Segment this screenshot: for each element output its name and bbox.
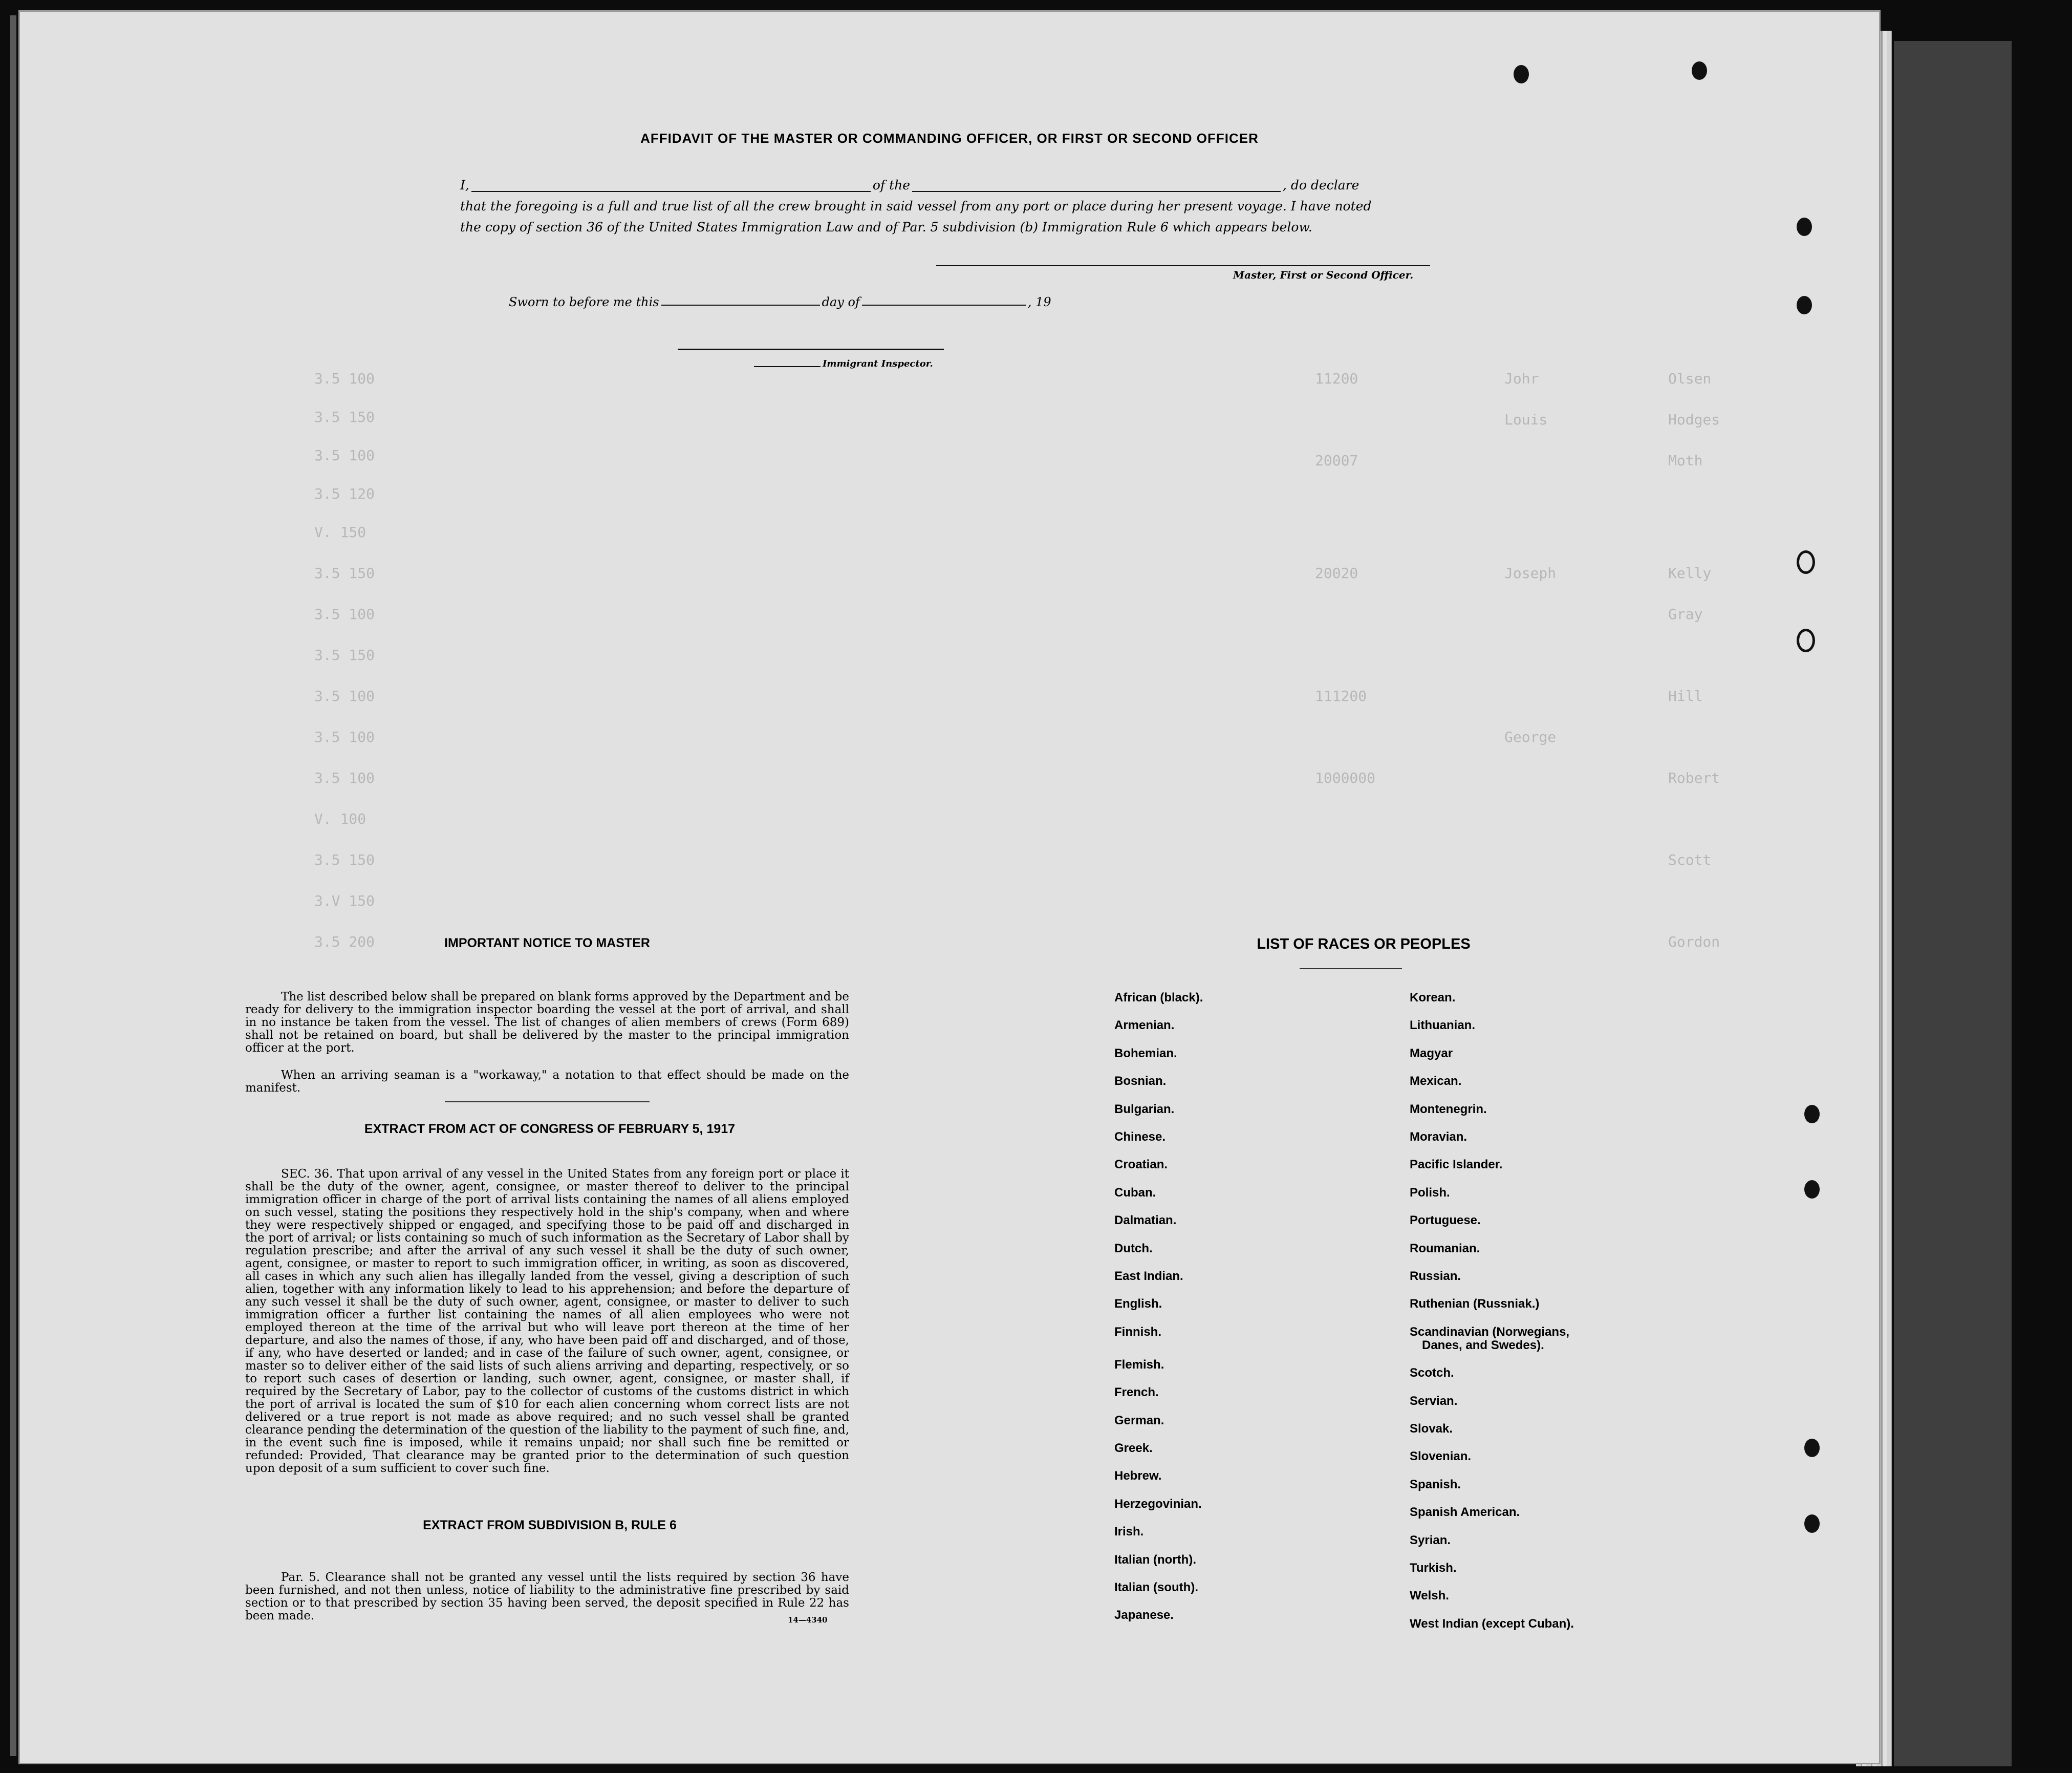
race-item: Italian (south). xyxy=(1114,1580,1198,1594)
race-item: Slovenian. xyxy=(1410,1449,1472,1464)
race-item: Scotch. xyxy=(1410,1366,1454,1380)
race-item: Chinese. xyxy=(1114,1130,1166,1144)
race-item: Lithuanian. xyxy=(1410,1018,1475,1033)
race-item: Welsh. xyxy=(1410,1589,1449,1603)
declarant-prefix: I, xyxy=(460,178,469,193)
race-item: Polish. xyxy=(1410,1185,1450,1200)
race-item: English. xyxy=(1114,1297,1162,1311)
notice-paragraph-2-text: When an arriving seaman is a "workaway," a notation to that effect should be made on the manifest. xyxy=(245,1069,849,1095)
race-item: Finnish. xyxy=(1114,1325,1161,1339)
race-item: Montenegrin. xyxy=(1410,1102,1487,1116)
declaration-line-3: the copy of section 36 of the United States Immigration Law and of Par. 5 subdivision (b) Immigration Rule 6 which appears below. xyxy=(460,220,1312,234)
race-item: Spanish. xyxy=(1410,1477,1461,1491)
declaration-line-1 xyxy=(460,175,1448,196)
race-item: African (black). xyxy=(1114,991,1203,1005)
race-item: Turkish. xyxy=(1410,1561,1457,1575)
race-item: Irish. xyxy=(1114,1525,1144,1539)
race-item: Italian (north). xyxy=(1114,1552,1196,1567)
race-item: Korean. xyxy=(1410,991,1456,1005)
inspector-signature-line xyxy=(678,349,944,350)
notice-paragraph-1-text: The list described below shall be prepared on blank forms approved by the Department and be ready for delivery to the immigration inspector boarding the vessel at the port of arrival, and shall in no instance be taken from the vessel. The list of changes of alien members of crews (Form 689) shall not be retained on board, but shall be delivered by the master to the principal immigration officer at the port. xyxy=(245,990,849,1055)
inspector-label xyxy=(752,358,933,369)
declarant-name-blank xyxy=(471,190,871,192)
race-item: Roumanian. xyxy=(1410,1241,1480,1255)
race-item: Russian. xyxy=(1410,1269,1461,1283)
binding-hole xyxy=(1797,629,1815,652)
race-item: Bohemian. xyxy=(1114,1046,1177,1060)
vessel-prefix: of the xyxy=(872,178,911,193)
rule-extract-body: Par. 5. Clearance shall not be granted any vessel until the lists required by section 36 have been furnished, and not then unless, notice of liability to the administrative fine prescribed by said section or to that prescribed by section 35 having been served, the deposit specified in Rule 22 has been made. xyxy=(245,1571,849,1622)
race-item: Pacific Islander. xyxy=(1410,1158,1503,1172)
race-item: Bulgarian. xyxy=(1114,1102,1175,1116)
race-item: Cuban. xyxy=(1114,1185,1156,1200)
binding-hole xyxy=(1797,296,1812,314)
binding-hole xyxy=(1797,550,1815,574)
race-item: Hebrew. xyxy=(1114,1469,1162,1483)
inspector-label-text: Immigrant Inspector. xyxy=(823,358,933,369)
master-signature-line xyxy=(936,265,1430,266)
binding-hole xyxy=(1514,65,1529,83)
race-item: Syrian. xyxy=(1410,1533,1451,1547)
sworn-month-blank xyxy=(862,304,1026,306)
notice-heading: IMPORTANT NOTICE TO MASTER xyxy=(444,936,650,950)
race-item: Dalmatian. xyxy=(1114,1213,1177,1228)
binding-hole xyxy=(1804,1105,1820,1123)
race-item: Croatian. xyxy=(1114,1158,1168,1172)
inspector-label-rule xyxy=(754,366,821,367)
races-divider xyxy=(1300,968,1402,969)
page-left-edge xyxy=(10,15,16,1756)
rule-extract-heading: EXTRACT FROM SUBDIVISION B, RULE 6 xyxy=(423,1518,677,1532)
race-item: Moravian. xyxy=(1410,1130,1467,1144)
declaration-line-2: that the foregoing is a full and true list of all the crew brought in said vessel from any port or place during her present voyage. I have noted xyxy=(460,199,1372,213)
sworn-day-blank xyxy=(661,304,820,306)
affidavit-declaration xyxy=(460,175,1448,238)
vessel-name-blank xyxy=(912,190,1281,192)
affidavit-title: AFFIDAVIT OF THE MASTER OR COMMANDING OFFICER, OR FIRST OR SECOND OFFICER xyxy=(640,131,1259,146)
binding-hole xyxy=(1804,1180,1820,1199)
race-item: Japanese. xyxy=(1114,1608,1174,1622)
race-item: Mexican. xyxy=(1410,1074,1462,1088)
sworn-day-label: day of xyxy=(822,295,860,309)
race-item: Bosnian. xyxy=(1114,1074,1167,1088)
race-item: Servian. xyxy=(1410,1394,1458,1408)
sworn-prefix: Sworn to before me this xyxy=(509,295,659,309)
sworn-year-label: , 19 xyxy=(1027,295,1051,309)
race-item: Portuguese. xyxy=(1410,1213,1481,1228)
sworn-line xyxy=(509,295,1051,309)
race-item: Herzegovinian. xyxy=(1114,1497,1202,1511)
race-item: Magyar xyxy=(1410,1046,1453,1060)
form-number: 14—4340 xyxy=(788,1615,828,1625)
declare-suffix: , do declare xyxy=(1283,178,1359,193)
binding-hole xyxy=(1797,218,1812,236)
notice-paragraph-1 xyxy=(245,991,849,1055)
act-extract-text xyxy=(245,1168,849,1475)
binding-hole xyxy=(1804,1514,1820,1533)
binding-hole xyxy=(1804,1439,1820,1457)
race-item: Armenian. xyxy=(1114,1018,1175,1033)
race-item: Flemish. xyxy=(1114,1357,1164,1372)
race-item: Dutch. xyxy=(1114,1241,1153,1255)
race-item: German. xyxy=(1114,1413,1164,1427)
race-item: East Indian. xyxy=(1114,1269,1183,1283)
race-item: Scandinavian (Norwegians, xyxy=(1410,1325,1570,1339)
race-item: French. xyxy=(1114,1385,1159,1400)
race-item: Ruthenian (Russniak.) xyxy=(1410,1297,1540,1311)
act-extract-body: SEC. 36. That upon arrival of any vessel in the United States from any foreign port or place it shall be the duty of the owner, agent, consignee, or master thereof to deliver to the principal immigration officer in charge of the port of arrival lists containing the names of all aliens employed on such vessel, stating the positions they respectively hold in the ship's company, when and where they were respectively shipped or engaged, and specifying those to be paid off and discharged in the port of arrival; or lists containing so much of such information as the Secretary of Labor shall by regulation prescribe; and after the arrival of any such vessel it shall be the duty of such owner, agent, consignee, or master to report to such immigration officer, in writing, as soon as discovered, all cases in which any such alien has illegally landed from the vessel, giving a description of such alien, together with any information likely to lead to his apprehension; and before the departure of any such vessel it shall be the duty of such owner, agent, consignee, or master to deliver to such immigration officer a further list containing the names of all alien employees who were not employed thereon at the time of the arrival but who will leave port thereon at the time of her departure, and also the names of those, if any, who have been paid off and discharged, and of those, if any, who have deserted or landed; and in case of the failure of such owner, agent, consignee, or master so to deliver either of the said lists of such aliens arriving and departing, respectively, or so to report such cases of desertion or landing, such owner, agent, consignee, or master shall, if required by the Secretary of Labor, pay to the collector of customs of the customs district in which the port of arrival is located the sum of $10 for each alien concerning whom correct lists are not delivered or a true report is not made as above required; and no such vessel shall be granted clearance pending the determination of the question of the liability to the payment of such fine, and, in the event such fine is imposed, while it remains unpaid; nor shall such fine be remitted or refunded: Provided, That clearance may be granted prior to the determination of such question upon deposit of a sum sufficient to cover such fine. xyxy=(245,1167,849,1475)
race-item: Danes, and Swedes). xyxy=(1422,1338,1544,1352)
race-item: Slovak. xyxy=(1410,1422,1453,1436)
manifest-page: 3.5 100 3.5 150 3.5 100 3.5 120 V. 150 3.5 150 3.5 100 3.5 150 3.5 100 3.5 100 3.5 100 V. 100 3.5 150 3.V 150 3.5 200 11200 20007 20020 111200 1000000 Johr Louis Joseph George Olsen Hodges Moth Kelly Gray Hill Robert Scott Gordon AFFIDAVIT OF THE MASTER OR COMMANDING OFFICER, OR FIRST OR SECOND OFFICER I, of the , do declare that the foregoing is a full and true list of all the crew brought in said vessel from any port or place during her present voyage. I have noted the copy of section 36 of the United States Immigration Law and of Par. 5 subdivision (b) Immigration Rule 6 which appears below. Master, First or Second Officer. Sworn to before me this day of , 19 Immigrant Inspector. IMPORTANT NOTICE TO MASTER The list described below shall be prepared on blank forms approved by the Department and be ready for delivery to the immigration inspector boarding the vessel at the port of arrival, and shall in no instance be taken from the vessel. The list of changes of alien members of crews (Form 689) shall not be retained on board, but shall be delivered by the master to the principal immigration officer at the port. When an arriving seaman is a "workaway," a notation to that effect should be made on the manifest. EXTRACT FROM ACT OF CONGRESS OF FEBRUARY 5, 1917 SEC. 36. That upon arrival of any vessel in the United States from any foreign port or place it shall be the duty of the owner, agent, consignee, or master thereof to deliver to the principal immigration officer in charge of the port of arrival lists containing the names of all aliens employed on such vessel, stating the positions they respectively hold in the ship's company, when and where they were respectively shipped or engaged, and specifying those to be paid off and discharged in the port of arrival; or lists containing so much of such information as the Secretary of Labor shall by regulation prescribe; and after the arrival of any such vessel it shall be the duty of such owner, agent, consignee, or master to report to such immigration officer, in writing, as soon as discovered, all cases in which any such alien has illegally landed from the vessel, giving a description of such alien, together with any information likely to lead to his apprehension; and before the departure of any such vessel it shall be the duty of such owner, agent, consignee, or master to deliver to such immigration officer a further list containing the names of all alien employees who were not employed thereon at the time of the arrival but who will leave port thereon at the time of her departure, and also the names of those, if any, who have been paid off and discharged, and of those, if any, who have deserted or landed; and in case of the failure of such owner, agent, consignee, or master so to deliver either of the said lists of such aliens arriving and departing, respectively, or so to report such cases of desertion or landing, such owner, agent, consignee, or master shall, if required by the Secretary of Labor, pay to the collector of customs of the customs district in which the port of arrival is located the sum of $10 for each alien concerning whom correct lists are not delivered or a true report is not made as above required; and no such vessel shall be granted clearance pending the determination of the question of the liability to the payment of such fine, and, in the event such fine is imposed, while it remains unpaid; nor shall such fine be remitted or refunded: Provided, That clearance may be granted prior to the determination of such question upon deposit of a sum sufficient to cover such fine. EXTRACT FROM SUBDIVISION B, RULE 6 Par. 5. Clearance shall not be granted any vessel until the lists required by section 36 have been furnished, and not then unless, notice of liability to the administrative fine prescribed by said section or to that prescribed by section 35 having been served, the deposit specified in Rule 22 has been made. 14—4340 LIST OF RACES OR PEOPLES African (black). Armenian. Bohemian. Bosnian. Bulgarian. Chinese. Croatian. Cuban. Dalmatian. Dutch. East Indian. English. Finnish. Flemish. French. German. Greek. Hebrew. Herzegovinian. Irish. Italian (north). Italian (south). Japanese. Korean. Lithuanian. Magyar Mexican. Montenegrin. Moravian. Pacific Islander. Polish. Portuguese. Roumanian. Russian. Ruthenian (Russniak.) Scandinavian (Norwegians, Danes, and Swedes). Scotch. Servian. Slovak. Slovenian. Spanish. Spanish American. Syrian. Turkish. Welsh. West Indian (except Cuban). xyxy=(18,10,1881,1764)
notice-paragraph-2 xyxy=(245,1069,849,1095)
background-margin xyxy=(1894,41,2012,1766)
act-extract-heading: EXTRACT FROM ACT OF CONGRESS OF FEBRUARY 5, 1917 xyxy=(364,1122,736,1136)
race-item: Spanish American. xyxy=(1410,1505,1520,1520)
notice-divider xyxy=(445,1101,650,1102)
rule-extract-text xyxy=(245,1571,849,1622)
master-signature-label: Master, First or Second Officer. xyxy=(1233,269,1414,281)
race-item: West Indian (except Cuban). xyxy=(1410,1616,1574,1631)
binding-hole xyxy=(1692,61,1707,80)
races-heading: LIST OF RACES OR PEOPLES xyxy=(1257,936,1471,952)
race-item: Greek. xyxy=(1114,1441,1153,1455)
